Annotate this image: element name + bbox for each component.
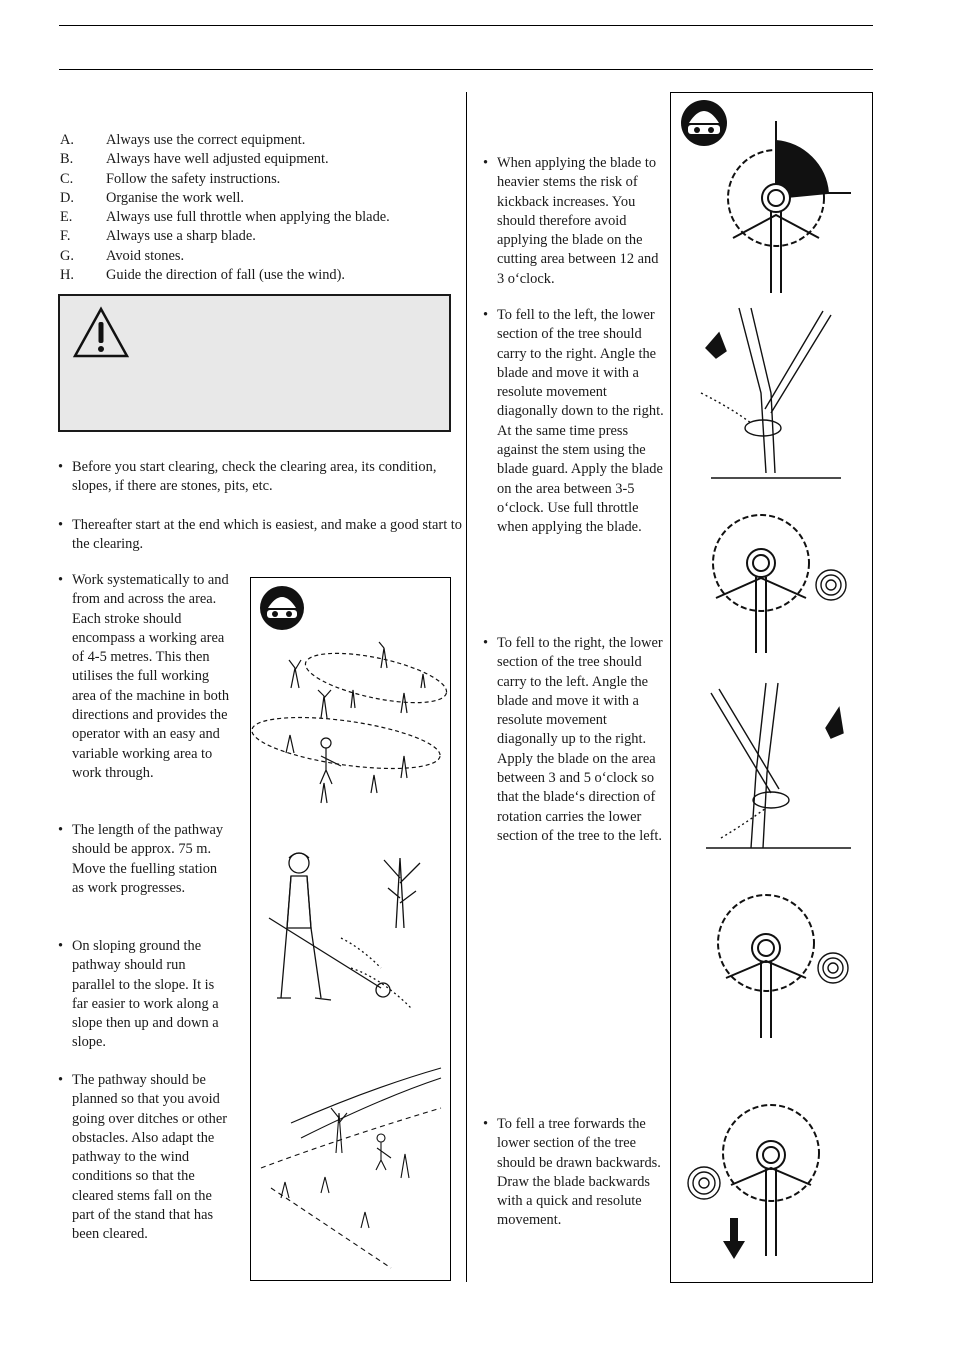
saw-blade-icon — [728, 121, 851, 293]
checklist — [60, 131, 460, 285]
list-item: C. Follow the safety instructions. — [60, 170, 281, 187]
tree-stump-icon — [818, 953, 848, 983]
bullet-fell-left: • To fell to the left, the lower section of the tree should carry to the right. Angle the blade and move it with a resolute movement diagonally down to the right. At the same time press against the stem using the blade guard. Apply the blade on the area between 3-5 o‘clock. Use full throttle when applying the blade. — [483, 306, 667, 538]
warning-triangle-icon — [72, 306, 130, 360]
header-bottom-rule — [59, 69, 873, 70]
clearing-illustration-box — [250, 577, 451, 1281]
pathway-figure — [261, 1068, 441, 1268]
work-pattern-figure — [251, 642, 450, 803]
bullet-kickback-risk: • When applying the blade to heavier stems the risk of kickback increases. You should therefore avoid applying the blade on the cutting area between 12 and 3 o‘clock. — [483, 154, 667, 289]
saw-blade-icon — [718, 895, 814, 1038]
column-divider — [466, 92, 467, 1282]
saw-blade-icon — [713, 515, 809, 653]
list-item: D. Organise the work well. — [60, 189, 245, 206]
list-item: H. Guide the direction of fall (use the wind). — [60, 267, 345, 284]
arrow-down-icon — [723, 1218, 745, 1259]
list-item: G. Avoid stones. — [60, 247, 185, 264]
helmet-visor-icon — [260, 586, 304, 630]
bullet-pathway-length: • The length of the pathway should be approx. 75 m. Move the fuelling station as work progresses. — [58, 821, 232, 898]
operator-figure — [269, 853, 420, 1008]
tree-stump-icon — [816, 570, 846, 600]
list-item: A. Always use the correct equipment. — [60, 132, 306, 148]
bullet-work-systematically: • Work systematically to and from and across the area. Each stroke should encompass a working area of 4-5 metres. This then utilises the full working area of the machine in both directions and provides the operator with an easy and variable working area to work through. — [58, 571, 232, 783]
bullet-fell-forwards: • To fell a tree forwards the lower section of the tree should be drawn backwards. Draw the blade backwards with a quick and resolute movement. — [483, 1115, 667, 1231]
fell-right-figure — [706, 683, 851, 848]
header-top-rule — [59, 25, 873, 26]
bullet-plan-pathway: • The pathway should be planned so that you avoid going over ditches or other obstacles. Also adapt the pathway to the wind conditions so that the cleared stems fall on the part of the stand that has been cleared. — [58, 1071, 232, 1245]
warning-box — [58, 294, 451, 432]
list-item: B. Always have well adjusted equipment. — [60, 151, 329, 168]
list-item: E. Always use full throttle when applying the blade. — [60, 209, 390, 226]
bullet-sloping-ground: • On sloping ground the pathway should run parallel to the slope. It is far easier to work along a slope then up and down a slope. — [58, 937, 232, 1053]
fell-left-figure — [701, 308, 841, 478]
bullet-start-easiest: • Thereafter start at the end which is easiest, and make a good start to the clearing. — [58, 516, 462, 555]
blade-illustration-box — [670, 92, 873, 1283]
bullet-check-area: • Before you start clearing, check the clearing area, its condition, slopes, if there are stones, pits, etc. — [58, 458, 462, 497]
bullet-fell-right: • To fell to the right, the lower section of the tree should carry to the left. Angle the blade and move it with a resolute movement diagonally up to the right. Apply the blade on the area between 3 and 5 o‘clock so that the blade‘s direction of rotation carries the lower section of the tree to the left. — [483, 634, 667, 846]
tree-stump-icon — [688, 1167, 720, 1199]
helmet-visor-icon — [681, 100, 727, 146]
list-item: F. Always use a sharp blade. — [60, 228, 256, 245]
